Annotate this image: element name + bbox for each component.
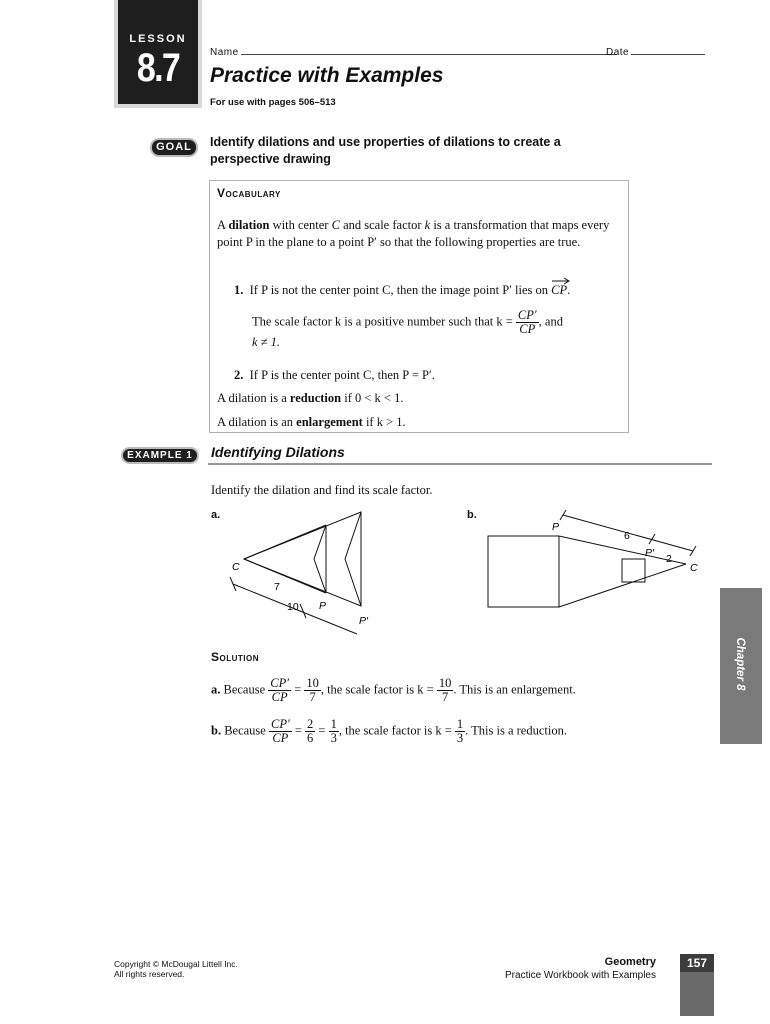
inner-line-lower: [244, 559, 326, 593]
solution-heading: Solution: [211, 650, 259, 664]
chapter-label: Chapter 8: [734, 637, 746, 691]
chevron-large: [345, 512, 361, 606]
label-p-prime-b: P′: [645, 547, 654, 559]
diagram-a: [230, 512, 361, 634]
copyright: Copyright © McDougal Littell Inc. All rights reserved.: [114, 959, 238, 979]
lesson-label: LESSON: [129, 33, 187, 45]
term-dilation: dilation: [228, 218, 270, 232]
page-title: Practice with Examples: [210, 64, 444, 87]
inner-line-upper: [244, 525, 326, 559]
diagram-b: [488, 510, 696, 607]
triangle-large: [244, 512, 361, 606]
page-number-box: [680, 954, 714, 1016]
chapter-tab: [720, 588, 762, 744]
label-10: 10: [287, 601, 299, 613]
label-7: 7: [274, 581, 280, 593]
label-p-prime-a: P′: [359, 615, 368, 627]
example-instruction: Identify the dilation and find its scale factor.: [211, 483, 433, 497]
square-large: [488, 536, 559, 607]
term-enlargement: enlargement: [296, 415, 363, 429]
dilation-definition: A dilation with center C and scale factor k is a transformation that maps every point P in the plane to a point P′ so that the following properties are true.: [217, 218, 610, 249]
label-2: 2: [666, 553, 672, 565]
vocabulary-heading: Vocabulary: [217, 186, 281, 200]
name-label: Name: [210, 47, 239, 58]
label-c-a: C: [232, 561, 240, 573]
chevron-small: [314, 525, 326, 593]
example-title: Identifying Dilations: [211, 444, 345, 460]
property-1-scale-factor: The scale factor k is a positive number such that k = $\frac{CP'}{CP}$ , and: [252, 308, 563, 336]
reduction-definition: A dilation is a reduction if 0 < k < 1.: [217, 391, 404, 405]
part-a-label: a.: [211, 509, 221, 521]
term-reduction: reduction: [289, 391, 342, 405]
enlargement-definition: A dilation is an enlargement if k > 1.: [217, 415, 406, 429]
goal-badge: GOAL: [150, 138, 198, 157]
lesson-number: 8.7: [136, 46, 180, 90]
label-p-a: P: [319, 600, 327, 612]
property-1: 1. If P is not the center point C, then the image point P′ lies on CP .: [234, 282, 614, 299]
pages-reference: For use with pages 506–513: [210, 97, 336, 108]
footer-book-title: Geometry: [604, 956, 656, 968]
example-badge: EXAMPLE 1: [121, 447, 199, 464]
property-2: 2. If P is the center point C, then P = P′.: [234, 368, 435, 382]
ray-cp: CP: [551, 282, 567, 299]
page-number: 157: [686, 956, 708, 970]
part-b-label: b.: [467, 509, 477, 521]
date-label: Date: [606, 47, 630, 58]
solution-a: a. Because $\frac{CP'}{CP}$ = $\frac{10}{7}$ , the scale factor is k = $\frac{10}{7}$ . This is an enlargement.: [211, 676, 576, 704]
solution-b: b. Because $\frac{CP'}{CP}$ = $\frac{2}{6}$ = $\frac{1}{3}$ , the scale factor is k = $\frac{1}{3}$ . This is a reduction.: [211, 717, 567, 745]
property-1-k-condition: k ≠ 1.: [252, 335, 281, 349]
label-p-b: P: [552, 521, 560, 533]
label-6: 6: [624, 530, 630, 542]
label-c-b: C: [690, 562, 698, 574]
footer-book-subtitle: Practice Workbook with Examples: [505, 970, 656, 981]
goal-text: Identify dilations and use properties of dilations to create a perspective drawing: [210, 135, 561, 166]
